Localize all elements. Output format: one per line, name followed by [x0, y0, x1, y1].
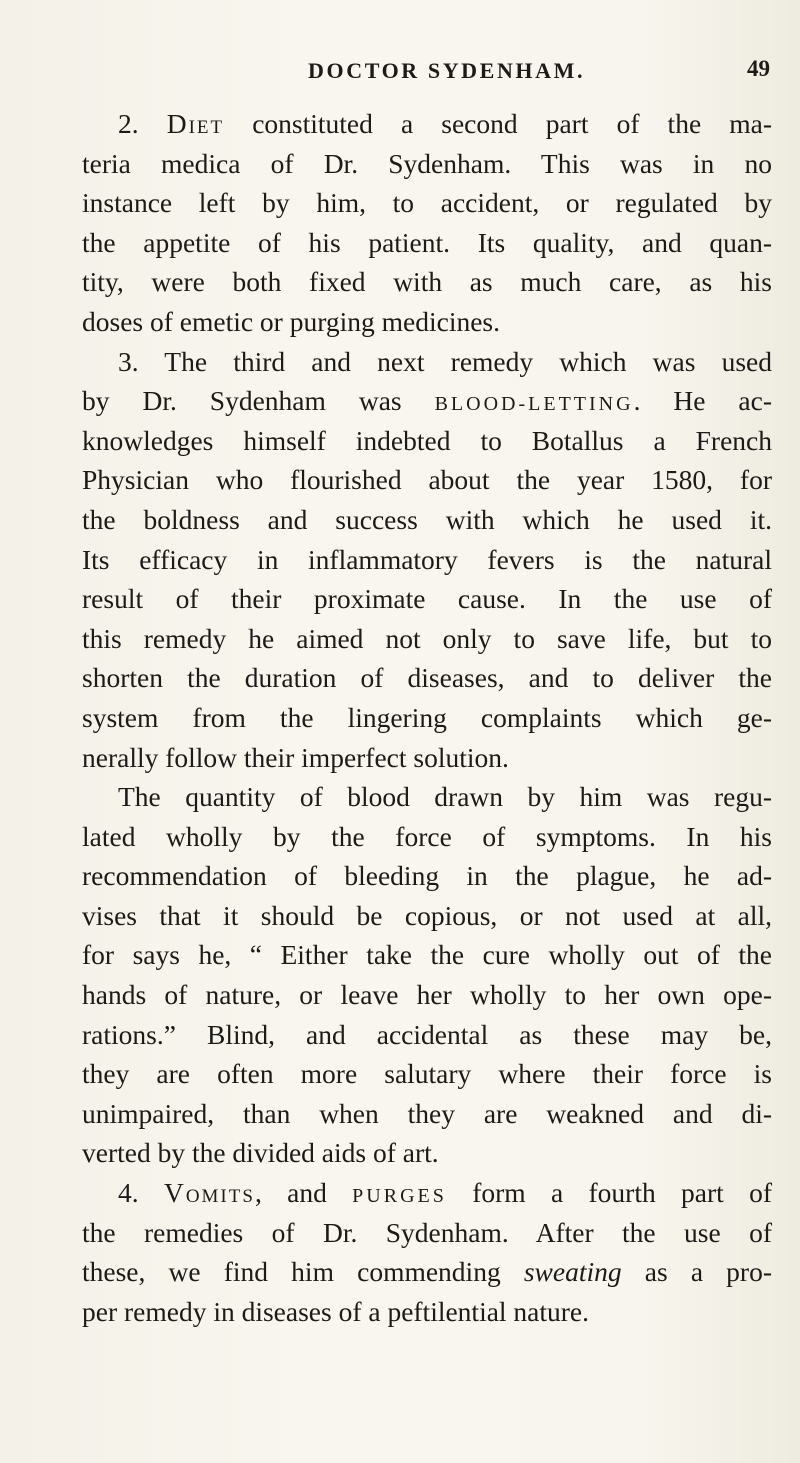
text-line: shorten the duration of diseases, and to deliver the — [82, 662, 772, 694]
text-line: for says he, “ Either take the cure wholly out of the — [82, 939, 772, 971]
text-line: 4. Vomits, and PURGES form a fourth part of — [118, 1177, 773, 1209]
text-line: hands of nature, or leave her wholly to her own ope- — [82, 979, 772, 1011]
text-line: the boldness and success with which he used it. — [82, 503, 772, 535]
running-head — [80, 48, 770, 88]
text-line: doses of emetic or purging medicines. — [82, 305, 501, 337]
text-line: unimpaired, than when they are weakned and di- — [82, 1097, 772, 1129]
text-line: per remedy in diseases of a peftilential nature. — [82, 1295, 590, 1327]
text-line: rations.” Blind, and accidental as these may be, — [82, 1018, 772, 1050]
small-caps-term: BLOOD-LETTING — [434, 393, 634, 416]
small-caps-term: Diet — [166, 108, 225, 139]
text-line: system from the lingering complaints which ge- — [82, 701, 772, 733]
running-head-title: DOCTOR SYDENHAM. — [308, 58, 586, 83]
text-line: these, we find him commending sweating as a pro- — [82, 1256, 772, 1288]
text-line: this remedy he aimed not only to save life, but to — [82, 622, 772, 654]
text-line: teria medica of Dr. Sydenham. This was in no — [82, 147, 772, 179]
text-line: by Dr. Sydenham was BLOOD-LETTING. He ac- — [82, 385, 772, 417]
text-line: Its efficacy in inflammatory fevers is the natural — [82, 543, 772, 575]
page-number: 49 — [747, 56, 770, 81]
text-line: verted by the divided aids of art. — [82, 1137, 439, 1169]
text-line: recommendation of bleeding in the plague, he ad- — [82, 860, 772, 892]
text-line: lated wholly by the force of symptoms. In his — [82, 820, 772, 852]
text-line: nerally follow their imperfect solution. — [82, 741, 509, 773]
text-line: The quantity of blood drawn by him was regu- — [118, 781, 772, 813]
small-caps-term: Vomits — [163, 1177, 255, 1209]
text-line: the appetite of his patient. Its quality, and quan- — [82, 226, 772, 258]
text-line: result of their proximate cause. In the use of — [82, 583, 772, 615]
italic-term: sweating — [523, 1256, 622, 1288]
text-line: instance left by him, to accident, or regulated by — [82, 187, 772, 219]
text-line: 3. The third and next remedy which was used — [118, 345, 772, 377]
text-line: they are often more salutary where their force is — [82, 1058, 772, 1090]
text-line: vises that it should be copious, or not used at all, — [82, 899, 772, 931]
body-text — [82, 104, 772, 1331]
text-line: the remedies of Dr. Sydenham. After the use of — [82, 1216, 772, 1248]
text-line: Physician who flourished about the year 1580, for — [82, 464, 772, 496]
text-line: 2. Diet constituted a second part of the ma- — [118, 108, 772, 139]
text-line: tity, were both fixed with as much care, as his — [82, 266, 772, 298]
small-caps-term: PURGES — [352, 1185, 447, 1208]
text-line: knowledges himself indebted to Botallus a French — [82, 424, 772, 456]
